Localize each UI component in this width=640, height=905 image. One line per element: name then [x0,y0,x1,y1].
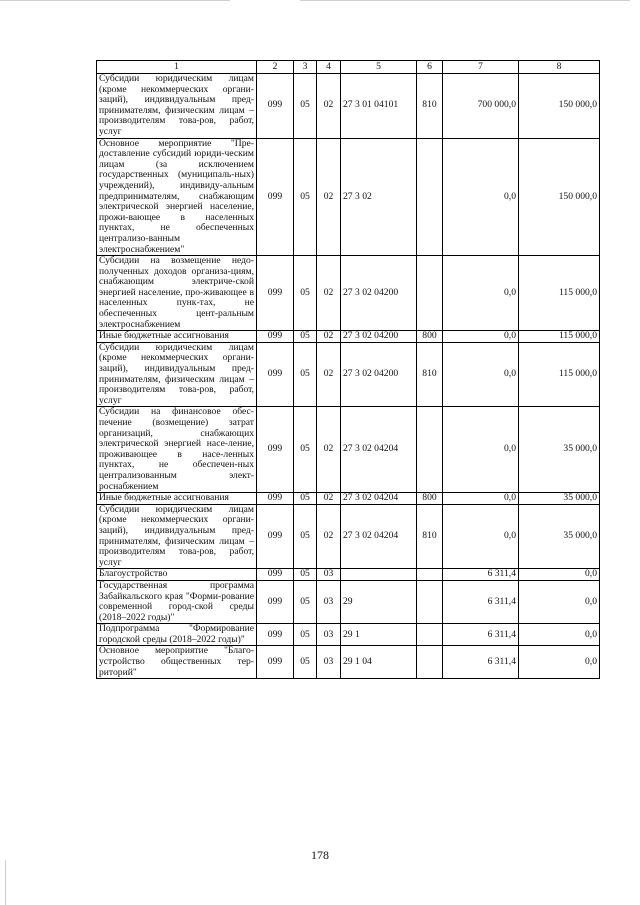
amount-col7-cell: 6 311,4 [443,646,519,679]
expense-type-cell: 810 [417,342,443,407]
subsection-code-cell: 03 [317,569,341,581]
expense-type-cell: 800 [417,493,443,505]
gr-code-cell: 099 [257,646,294,679]
expense-type-cell [417,407,443,493]
subsection-code-cell: 03 [317,580,341,623]
row-name-cell: Благоустройство [97,569,257,581]
amount-col7-cell: 0,0 [443,138,519,256]
amount-col7-cell: 0,0 [443,493,519,505]
expense-type-cell [417,256,443,331]
subsection-code-cell: 02 [317,256,341,331]
expense-type-cell [417,569,443,581]
amount-col8-cell: 0,0 [519,646,600,679]
target-article-cell: 29 1 04 [341,646,417,679]
gr-code-cell: 099 [257,74,294,139]
amount-col7-cell: 6 311,4 [443,569,519,581]
amount-col8-cell: 115 000,0 [519,342,600,407]
amount-col8-cell: 0,0 [519,569,600,581]
expense-type-cell [417,138,443,256]
row-name-cell: Субсидии юридическим лицам (кроме некоммерческих органи-заций), индивидуальным пред-принимателям, физическим лицам – производителям това-ров, работ, услуг [97,342,257,407]
row-name-cell: Иные бюджетные ассигнования [97,331,257,343]
expense-type-cell [417,646,443,679]
subsection-code-cell: 02 [317,493,341,505]
row-name-cell: Основное мероприятие "Пре-доставление субсидий юриди-ческим лицам (за исключением государственных (муниципаль-ных) учреждений), индивиду-альным предпринимателям, снабжающим электрической энергией население, прожи-вающее в населенных пунктах, не обеспеченных централизо-ванным электроснабжением" [97,138,257,256]
target-article-cell: 27 3 02 04200 [341,331,417,343]
page-number: 178 [311,848,329,862]
budget-table [96,60,600,679]
expense-type-cell: 810 [417,74,443,139]
amount-col7-cell: 0,0 [443,407,519,493]
target-article-cell: 27 3 02 04204 [341,504,417,569]
subsection-code-cell: 02 [317,407,341,493]
subsection-code-cell: 02 [317,74,341,139]
header-cell: 3 [294,61,317,74]
header-cell: 4 [317,61,341,74]
header-cell: 1 [97,61,257,74]
table-row [97,569,600,581]
gr-code-cell: 099 [257,580,294,623]
target-article-cell [341,569,417,581]
gr-code-cell: 099 [257,504,294,569]
table-row [97,646,600,679]
amount-col8-cell: 0,0 [519,624,600,646]
amount-col7-cell: 700 000,0 [443,74,519,139]
expense-type-cell [417,624,443,646]
row-name-cell: Субсидии юридическим лицам (кроме некоммерческих органи-заций), индивидуальным пред-принимателям, физическим лицам – производителям това-ров, работ, услуг [97,504,257,569]
target-article-cell: 27 3 02 04204 [341,407,417,493]
header-cell: 5 [341,61,417,74]
amount-col8-cell: 35 000,0 [519,504,600,569]
subsection-code-cell: 02 [317,504,341,569]
subsection-code-cell: 02 [317,342,341,407]
target-article-cell: 27 3 02 04204 [341,493,417,505]
table-row [97,342,600,407]
gr-code-cell: 099 [257,342,294,407]
row-name-cell: Основное мероприятие "Благо-устройство общественных тер-риторий" [97,646,257,679]
row-name-cell: Иные бюджетные ассигнования [97,493,257,505]
header-row [97,61,600,74]
subsection-code-cell: 03 [317,624,341,646]
amount-col8-cell: 35 000,0 [519,407,600,493]
table-row [97,74,600,139]
gr-code-cell: 099 [257,569,294,581]
row-name-cell: Субсидии юридическим лицам (кроме некоммерческих органи-заций), индивидуальным пред-принимателям, физическим лицам – производителям това-ров, работ, услуг [97,74,257,139]
section-code-cell: 05 [294,646,317,679]
scan-edge-top-right [300,0,630,1]
section-code-cell: 05 [294,407,317,493]
section-code-cell: 05 [294,580,317,623]
header-cell: 7 [443,61,519,74]
scan-edge-top-left [0,0,230,1]
table-row [97,624,600,646]
amount-col7-cell: 0,0 [443,256,519,331]
subsection-code-cell: 02 [317,331,341,343]
target-article-cell: 27 3 01 04101 [341,74,417,139]
row-name-cell: Подпрограмма "Формирование городской среды (2018–2022 годы)" [97,624,257,646]
header-cell: 8 [519,61,600,74]
amount-col8-cell: 115 000,0 [519,331,600,343]
expense-type-cell [417,580,443,623]
gr-code-cell: 099 [257,624,294,646]
amount-col8-cell: 35 000,0 [519,493,600,505]
table-row [97,407,600,493]
section-code-cell: 05 [294,256,317,331]
table-body [97,74,600,679]
row-name-cell: Субсидии на возмещение недо-полученных доходов организа-циям, снабжающим электриче-ской энергией население, про-живающее в населенных пунк-тах, не обеспеченных цент-ральным электроснабжением [97,256,257,331]
subsection-code-cell: 03 [317,646,341,679]
amount-col7-cell: 6 311,4 [443,624,519,646]
target-article-cell: 29 1 [341,624,417,646]
table-row [97,493,600,505]
section-code-cell: 05 [294,331,317,343]
table-row [97,138,600,256]
section-code-cell: 05 [294,493,317,505]
section-code-cell: 05 [294,569,317,581]
section-code-cell: 05 [294,342,317,407]
gr-code-cell: 099 [257,138,294,256]
amount-col8-cell: 150 000,0 [519,74,600,139]
header-cell: 6 [417,61,443,74]
gr-code-cell: 099 [257,407,294,493]
header-cell: 2 [257,61,294,74]
amount-col8-cell: 115 000,0 [519,256,600,331]
target-article-cell: 27 3 02 [341,138,417,256]
target-article-cell: 27 3 02 04200 [341,342,417,407]
scan-edge-left [5,860,6,905]
section-code-cell: 05 [294,74,317,139]
target-article-cell: 27 3 02 04200 [341,256,417,331]
table-row [97,256,600,331]
gr-code-cell: 099 [257,256,294,331]
table-row [97,504,600,569]
amount-col8-cell: 150 000,0 [519,138,600,256]
amount-col7-cell: 0,0 [443,331,519,343]
gr-code-cell: 099 [257,493,294,505]
expense-type-cell: 800 [417,331,443,343]
row-name-cell: Государственная программа Забайкальского края "Форми-рование современной город-ской среды (2018–2022 годы)" [97,580,257,623]
amount-col7-cell: 0,0 [443,504,519,569]
table-row [97,580,600,623]
section-code-cell: 05 [294,624,317,646]
amount-col7-cell: 0,0 [443,342,519,407]
amount-col7-cell: 6 311,4 [443,580,519,623]
row-name-cell: Субсидии на финансовое обес-печение (возмещение) затрат организаций, снабжающих электрической энергией насе-ление, проживающее в насе-ленных пунктах, не обеспечен-ных централизованным элект-роснабжением [97,407,257,493]
amount-col8-cell: 0,0 [519,580,600,623]
target-article-cell: 29 [341,580,417,623]
expense-type-cell: 810 [417,504,443,569]
subsection-code-cell: 02 [317,138,341,256]
section-code-cell: 05 [294,138,317,256]
table-row [97,331,600,343]
section-code-cell: 05 [294,504,317,569]
gr-code-cell: 099 [257,331,294,343]
